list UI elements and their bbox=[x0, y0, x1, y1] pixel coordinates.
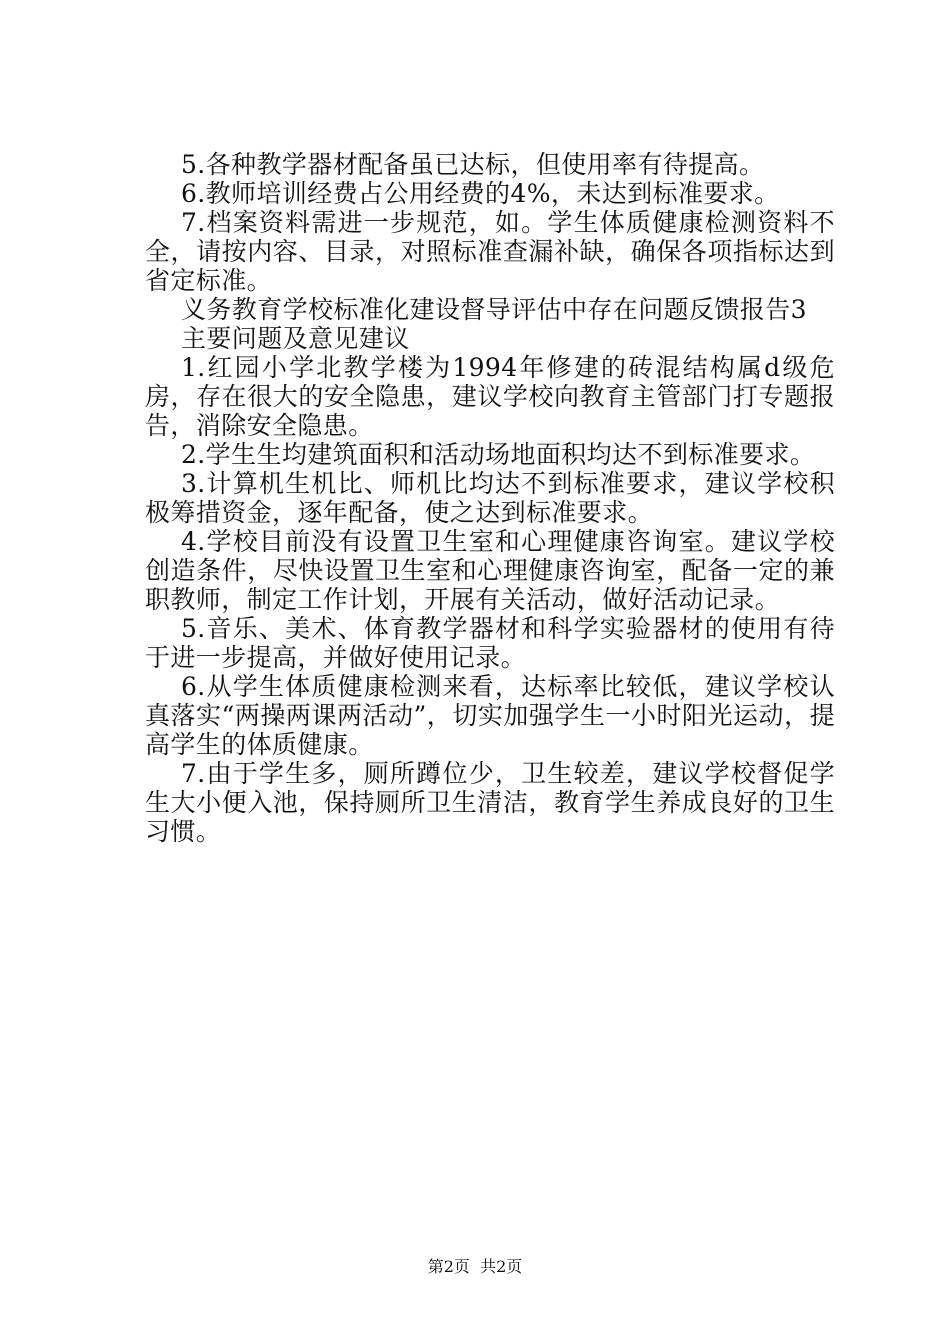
paragraph: 4.学校目前没有设置卫生室和心理健康咨询室。建议学校创造条件，尽快设置卫生室和心理健康咨询室，配备一定的兼职教师，制定工作计划，开展有关活动，做好活动记录。 bbox=[145, 527, 835, 614]
section-heading: 主要问题及意见建议 bbox=[181, 324, 410, 353]
paragraph: 7.档案资料需进一步规范，如。学生体质健康检测资料不全，请按内容、目录，对照标准查漏补缺，确保各项指标达到省定标准。 bbox=[145, 208, 835, 295]
paragraph: 3.计算机生机比、师机比均达不到标准要求，建议学校积极筹措资金，逐年配备，使之达到标准要求。 bbox=[145, 469, 835, 527]
paragraph: 1.红园小学北教学楼为1994年修建的砖混结构属d级危房，存在很大的安全隐患，建议学校向教育主管部门打专题报告，消除安全隐患。 bbox=[145, 353, 835, 440]
paragraph: 5.各种教学器材配备虽已达标，但使用率有待提高。 bbox=[181, 150, 765, 179]
paragraph: 6.从学生体质健康检测来看，达标率比较低，建议学校认真落实“两操两课两活动”，切实加强学生一小时阳光运动，提高学生的体质健康。 bbox=[145, 672, 835, 759]
page-footer bbox=[0, 1257, 950, 1277]
page-total: 共2页 bbox=[480, 1257, 523, 1276]
report-title: 义务教育学校标准化建设督导评估中存在问题反馈报告3 bbox=[181, 295, 807, 324]
page-number: 第2页 bbox=[427, 1257, 470, 1276]
paragraph: 2.学生生均建筑面积和活动场地面积均达不到标准要求。 bbox=[181, 440, 816, 469]
paragraph: 6.教师培训经费占公用经费的4%，未达到标准要求。 bbox=[181, 179, 780, 208]
document-body bbox=[145, 150, 835, 846]
paragraph: 5.音乐、美术、体育教学器材和科学实验器材的使用有待于进一步提高，并做好使用记录。 bbox=[145, 614, 835, 672]
paragraph: 7.由于学生多，厕所蹲位少，卫生较差，建议学校督促学生大小便入池，保持厕所卫生清洁，教育学生养成良好的卫生习惯。 bbox=[145, 759, 835, 846]
